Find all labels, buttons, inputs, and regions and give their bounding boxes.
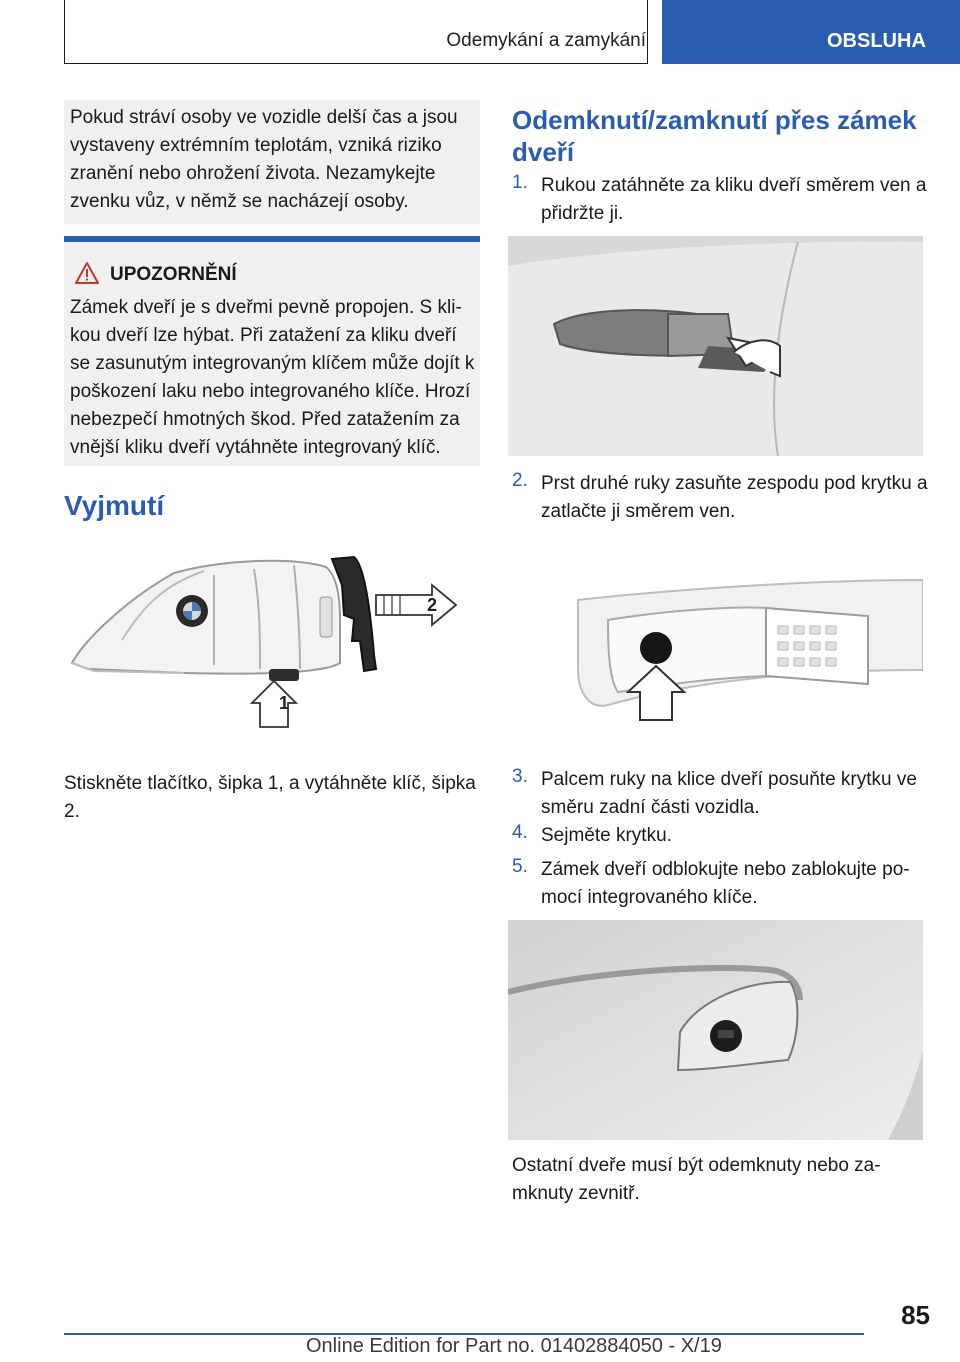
step-number: 1. [512,172,528,193]
door-handle-photo [508,236,923,456]
warning-box [64,242,480,466]
page-number: 85 [901,1300,930,1330]
step-number: 5. [512,856,528,877]
key-illustration [64,545,480,735]
step-number: 3. [512,766,528,787]
section-heading-door-lock: Odemknutí/zamknutí přes zámek dveří [512,105,917,167]
warning-text: Zámek dveří je s dveřmi pevně propojen. S kli-kou dveří lze hýbat. Při zatažení za kliku dveří se zasunutým integrovaným klíčem může dojít k poškození laku nebo integrovaného klíče. Hrozí nebezpečí hmotných škod. Před zatažením za vnější kliku dveří vytáhněte integrovaný klíč. [70,297,475,458]
step-text: Palcem ruky na klice dveří posuňte krytku ve směru zadní části vozidla. [541,769,917,818]
instruction-text: Stiskněte tlačítko, šipka 1, a vytáhněte klíč, šipka 2. [64,773,476,822]
arrow-2-label: 2 [426,595,438,615]
notice-text: Pokud stráví osoby ve vozidle delší čas a jsou vystaveny extrémním teplotám, vzniká riziko zranění nebo ohrožení života. Nezamykejte zvenku vůz, v němž se nacházejí osoby. [70,107,458,212]
step-text: Zámek dveří odblokujte nebo zablokujte po-mocí integrovaného klíče. [541,859,910,908]
edition-footer: Online Edition for Part no. 01402884050 - X/19 [306,1335,722,1357]
section-title: Odemykání a zamykání [446,30,646,51]
arrow-1-label: 1 [278,693,290,713]
step-number: 4. [512,822,528,843]
warning-triangle-icon [75,262,99,284]
lock-cylinder-photo [508,920,923,1140]
chapter-tab [662,0,960,64]
closing-text: Ostatní dveře musí být odemknuty nebo za-mknuty zevnitř. [512,1155,881,1204]
step-number: 2. [512,470,528,491]
chapter-tab-label: OBSLUHA [827,30,926,52]
step-text: Sejměte krytku. [541,825,672,846]
warning-title: UPOZORNĚNÍ [110,264,237,285]
cover-removal-illustration [508,560,923,750]
step-text: Rukou zatáhněte za kliku dveří směrem ven a přidržte ji. [541,175,927,224]
section-heading-vyjmuti: Vyjmutí [64,490,165,521]
step-text: Prst druhé ruky zasuňte zespodu pod krytku a zatlačte ji směrem ven. [541,473,928,522]
notice-box [64,100,480,224]
